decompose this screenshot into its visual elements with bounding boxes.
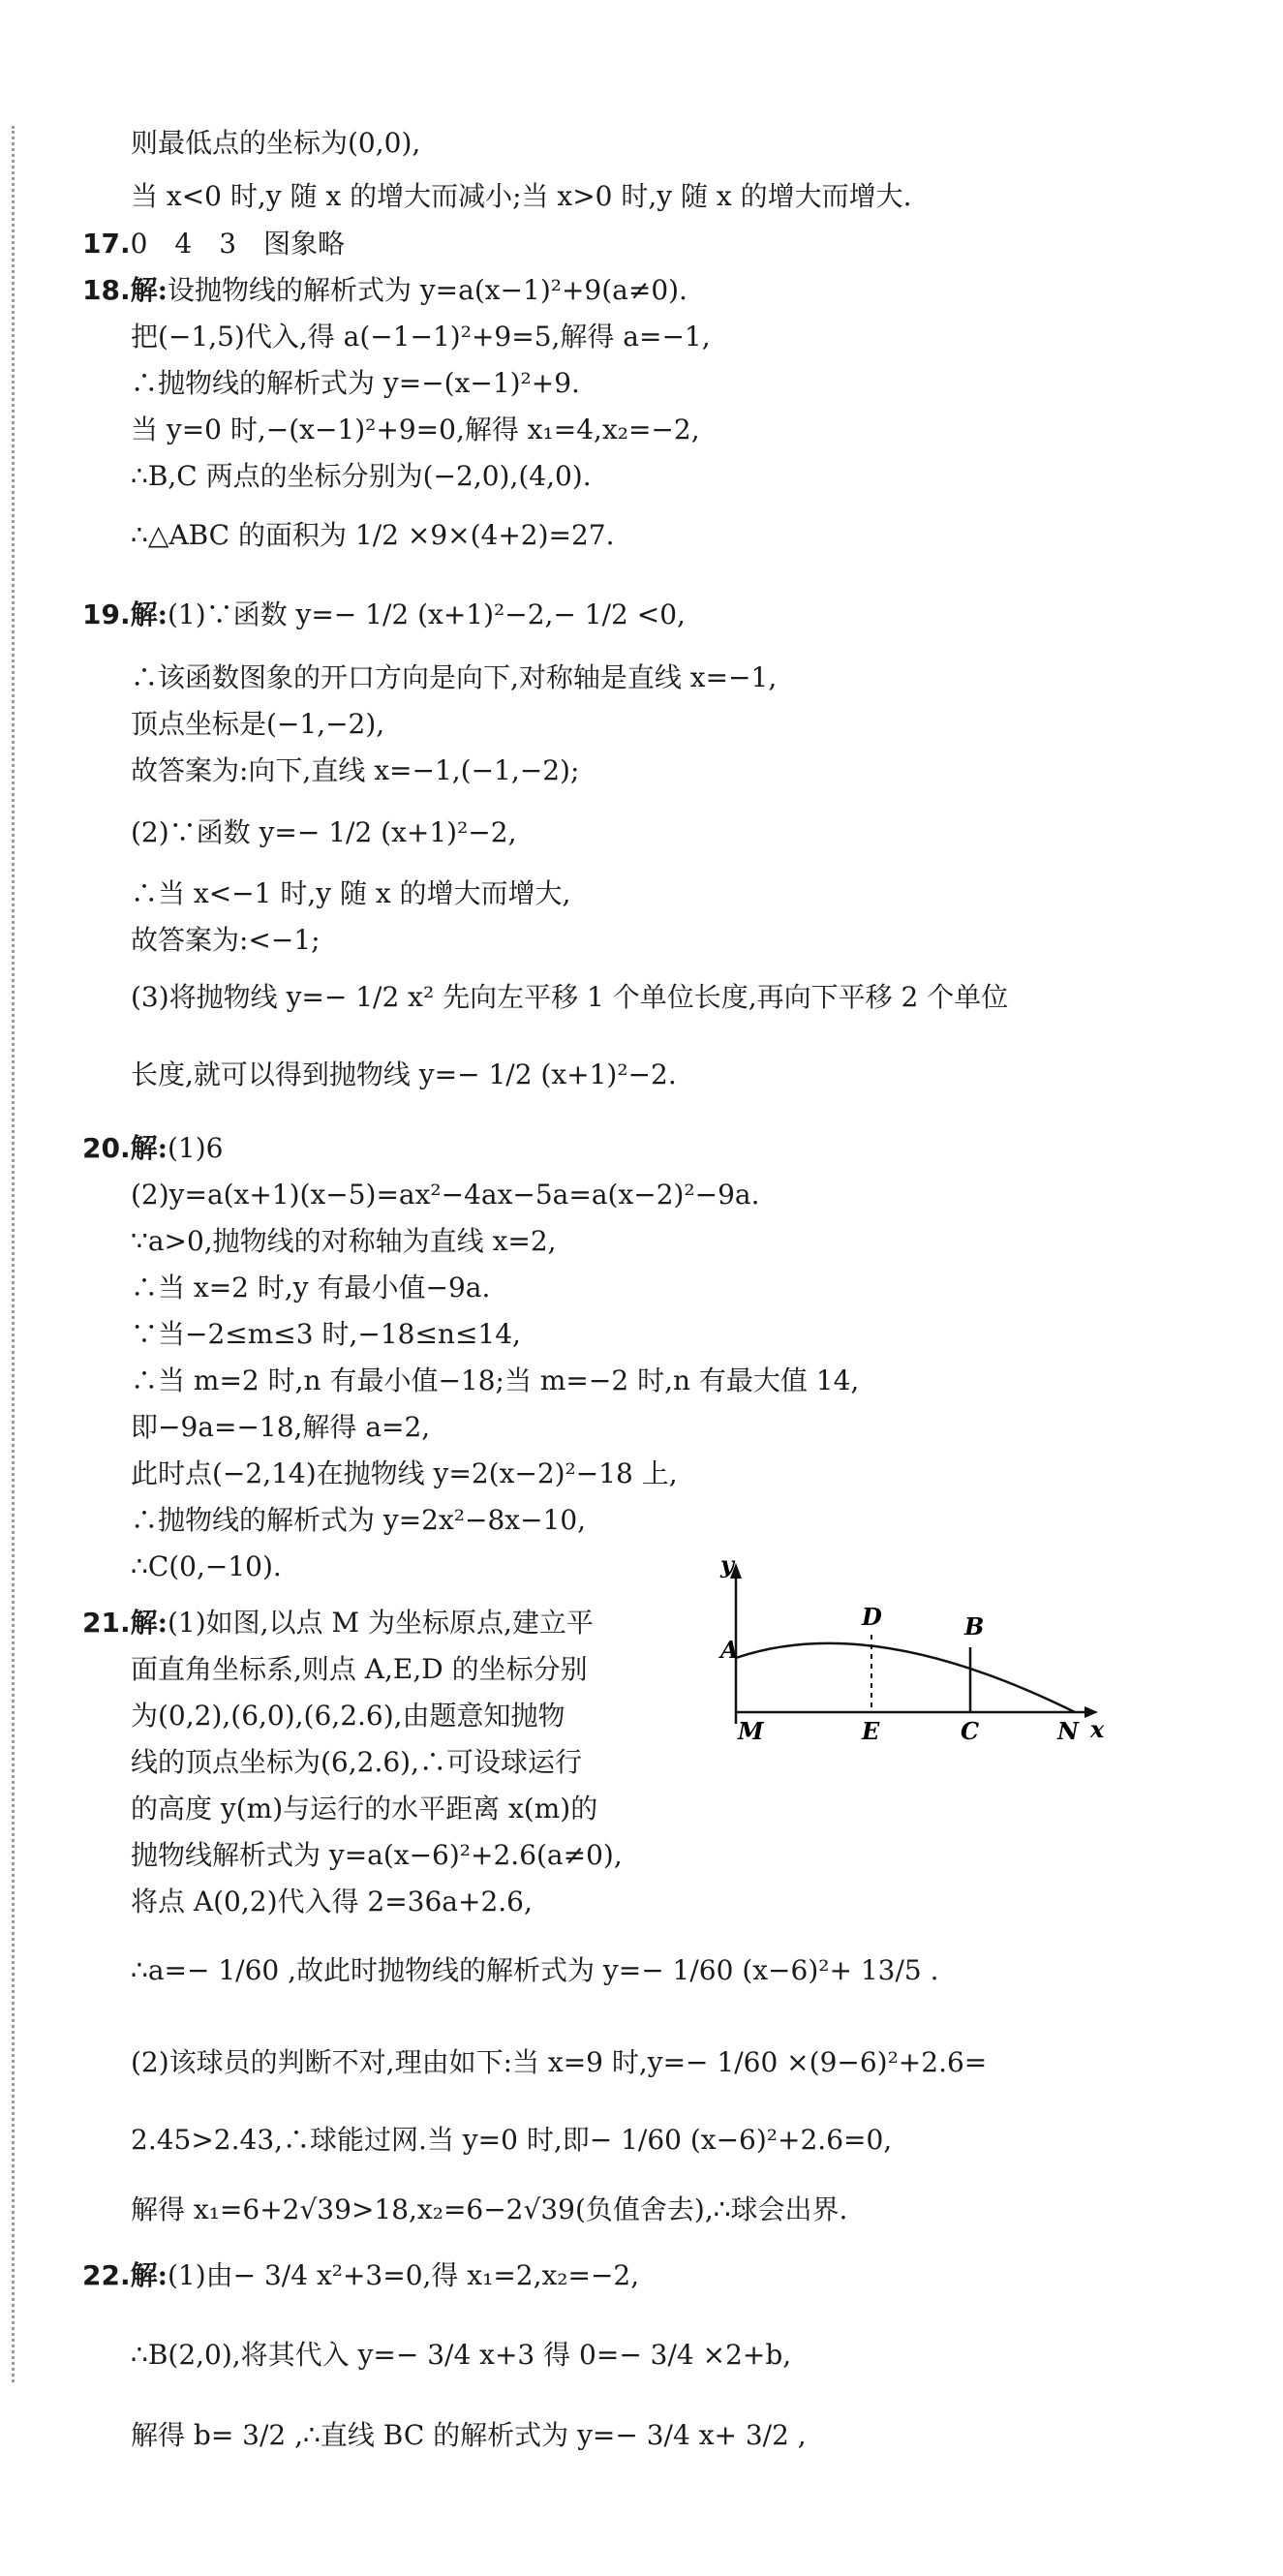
text-line [131,1650,588,1689]
text-line [131,457,592,496]
parabola-figure [717,1549,1104,1743]
text-line [131,2043,987,2082]
y-axis-label: y [720,1550,734,1579]
point-e-label: E [862,1717,880,1743]
text-line [131,516,615,555]
line-text: ∴B,C 两点的坐标分别为(−2,0),(4,0). [131,460,592,492]
text-line [131,1790,597,1828]
line-text: 2.45>2.43,∴球能过网.当 y=0 时,即− 1/60 (x−6)²+2.6=0, [131,2124,893,2156]
question-number: 22. [82,2259,131,2291]
text-line [131,978,1008,1017]
line-text: (1)∵函数 y=− 1/2 (x+1)²−2,− 1/2 <0, [167,598,686,630]
line-text: (2)该球员的判断不对,理由如下:当 x=9 时,y=− 1/60 ×(9−6)²+2.6= [131,2046,988,2078]
line-text: 则最低点的坐标为(0,0), [131,127,421,159]
line-text: ∴C(0,−10). [131,1550,282,1582]
line-text: ∴当 x=2 时,y 有最小值−9a. [131,1272,491,1303]
line-text: 设抛物线的解析式为 y=a(x−1)²+9(a≠0). [167,274,687,306]
line-text: (1)6 [167,1132,224,1164]
question-number: 21. [82,1607,131,1639]
line-text: 顶点坐标是(−1,−2), [131,708,385,740]
line-text: 即−9a=−18,解得 a=2, [131,1411,431,1443]
line-text: ∴当 x<−1 时,y 随 x 的增大而增大, [131,877,571,909]
text-line [131,751,579,790]
text-line [131,177,912,216]
text-line [131,2336,791,2375]
line-text: 故答案为:向下,直线 x=−1,(−1,−2); [131,754,580,786]
text-line [131,813,516,852]
line-text: 此时点(−2,14)在抛物线 y=2(x−2)²−18 上, [131,1457,678,1489]
line-text: ∵a>0,抛物线的对称轴为直线 x=2, [131,1225,557,1257]
solution-lead: 解: [130,598,168,630]
text-line [131,318,711,356]
line-text: ∴该函数图象的开口方向是向下,对称轴是直线 x=−1, [131,661,778,693]
line-text: (3)将抛物线 y=− 1/2 x² 先向左平移 1 个单位长度,再向下平移 2 个单位 [131,981,1009,1013]
text-line [131,1743,582,1782]
line-text: ∴a=− 1/60 ,故此时抛物线的解析式为 y=− 1/60 (x−6)²+ 13/5 . [131,1954,939,1986]
text-line [131,921,321,960]
line-text: 的高度 y(m)与运行的水平距离 x(m)的 [131,1793,598,1825]
line-text: (2)∵函数 y=− 1/2 (x+1)²−2, [131,816,517,848]
question-number: 19. [82,598,131,630]
parabola-curve [736,1643,1075,1712]
line-text: 0 4 3 图象略 [130,228,346,260]
question-number: 17. [82,228,131,260]
line-text: ∴当 m=2 时,n 有最小值−18;当 m=−2 时,n 有最大值 14, [131,1365,860,1396]
line-text: 面直角坐标系,则点 A,E,D 的坐标分别 [131,1653,588,1685]
question-number: 20. [82,1132,131,1164]
text-line [82,1129,223,1168]
line-text: 长度,就可以得到抛物线 y=− 1/2 (x+1)²−2. [131,1058,677,1090]
line-text: ∴抛物线的解析式为 y=2x²−8x−10, [131,1504,587,1536]
line-text: 把(−1,5)代入,得 a(−1−1)²+9=5,解得 a=−1, [131,321,711,353]
text-line [131,1951,939,1990]
point-d-label: D [862,1603,882,1631]
solution-lead: 解: [130,1607,168,1639]
line-text: ∴B(2,0),将其代入 y=− 3/4 x+3 得 0=− 3/4 ×2+b, [131,2339,792,2371]
text-line [131,1455,678,1493]
text-line [131,2416,807,2455]
text-line [131,1056,677,1094]
text-line [131,1176,760,1214]
text-line [131,411,700,449]
text-line [131,1269,490,1307]
text-line [131,705,384,744]
point-n-label: N [1057,1717,1079,1743]
point-b-label: B [964,1612,985,1641]
line-text: 抛物线解析式为 y=a(x−6)²+2.6(a≠0), [131,1839,623,1871]
text-line [131,2191,847,2229]
text-line [131,1408,430,1447]
line-text: 线的顶点坐标为(6,2.6),∴可设球运行 [131,1746,582,1778]
line-text: 解得 x₁=6+2√39>18,x₂=6−2√39(负值舍去),∴球会出界. [131,2193,848,2225]
text-line [131,1836,623,1875]
text-line [131,1883,533,1921]
text-line [131,1315,521,1354]
solution-lead: 解: [130,2259,168,2291]
text-line [131,1501,586,1540]
point-c-label: C [961,1717,980,1743]
text-line [131,124,420,163]
line-text: (1)由− 3/4 x²+3=0,得 x₁=2,x₂=−2, [167,2259,640,2291]
question-number: 18. [82,274,131,306]
line-text: 将点 A(0,2)代入得 2=36a+2.6, [131,1886,533,1917]
x-axis-label: x [1090,1715,1104,1743]
line-text: (1)如图,以点 M 为坐标原点,建立平 [167,1607,594,1639]
line-text: 为(0,2),(6,0),(6,2.6),由题意知抛物 [131,1700,565,1732]
line-text: 当 y=0 时,−(x−1)²+9=0,解得 x₁=4,x₂=−2, [131,414,700,445]
line-text: ∵当−2≤m≤3 时,−18≤n≤14, [131,1318,521,1350]
solution-lead: 解: [130,274,168,306]
text-line [131,659,777,697]
line-text: (2)y=a(x+1)(x−5)=ax²−4ax−5a=a(x−2)²−9a. [131,1179,760,1211]
text-line [131,2121,892,2160]
text-line [82,2256,639,2295]
text-line [82,1604,594,1642]
point-m-label: M [738,1717,764,1743]
solution-lead: 解: [130,1132,168,1164]
line-text: 解得 b= 3/2 ,∴直线 BC 的解析式为 y=− 3/4 x+ 3/2 , [131,2419,807,2451]
line-text: ∴△ABC 的面积为 1/2 ×9×(4+2)=27. [131,519,615,551]
text-line [82,225,345,263]
text-line [82,596,686,634]
line-text: ∴抛物线的解析式为 y=−(x−1)²+9. [131,367,580,399]
text-line [131,874,570,913]
line-text: 故答案为:<−1; [131,924,321,956]
text-line [131,1222,557,1261]
text-line [131,1548,282,1586]
text-line [131,1362,859,1400]
point-a-label: A [720,1636,739,1664]
text-line [131,364,580,403]
text-line [82,271,687,310]
line-text: 当 x<0 时,y 随 x 的增大而减小;当 x>0 时,y 随 x 的增大而增大. [131,180,912,212]
text-line [131,1697,565,1735]
